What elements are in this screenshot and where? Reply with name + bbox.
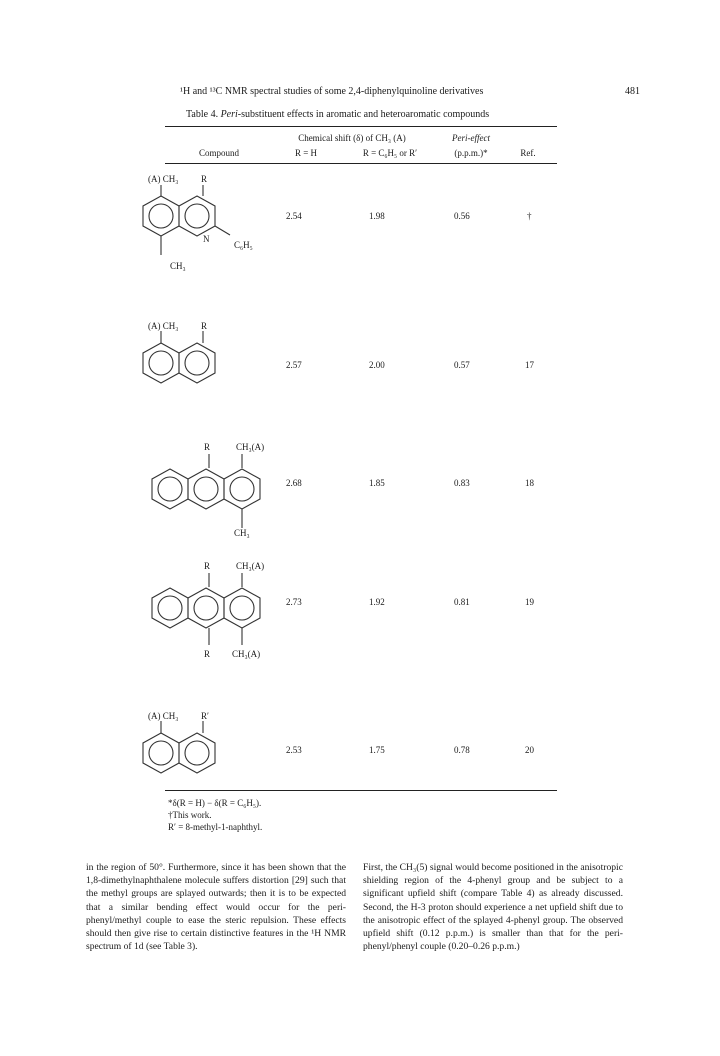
ref-value: 18 [525, 478, 534, 488]
anthracene-structure [150, 452, 280, 537]
label-ch3: CH₃ [234, 528, 250, 538]
shift-r-ph: 1.85 [369, 478, 385, 488]
caption-prefix: Table 4. [186, 109, 219, 120]
ref-value: 20 [525, 745, 534, 755]
table-top-rule [165, 126, 557, 127]
table-head-rule [165, 163, 557, 164]
label-r: R [201, 321, 208, 331]
naphthalene-r-prime-structure [140, 718, 240, 783]
footnote-dagger: †This work. [168, 810, 212, 820]
quinoline-structure [140, 180, 260, 270]
running-head: ¹H and ¹³C NMR spectral studies of some 2,4-diphenylquinoline derivatives [180, 86, 484, 97]
label-r: R [204, 649, 211, 659]
peri-effect-value: 0.83 [454, 478, 470, 488]
naphthalene-structure [140, 328, 240, 393]
header-peri-effect: Peri-effect [452, 133, 490, 143]
table-caption [186, 109, 489, 120]
label-r: R [204, 561, 211, 571]
label-c6h5: C₆H₅ [234, 240, 253, 250]
footnote-star: *δ(R = H) − δ(R = C₆H₅). [168, 798, 262, 808]
footnote-r-prime: R′ = 8-methyl-1-naphthyl. [168, 822, 263, 832]
peri-effect-value: 0.57 [454, 360, 470, 370]
header-r-ph: R = C₆H₅ or R′ [362, 148, 418, 158]
label-ch3-a: CH₃(A) [236, 561, 265, 571]
shift-r-h: 2.57 [286, 360, 302, 370]
label-a-ch3: (A) CH₃ [148, 174, 179, 184]
label-a-ch3: (A) CH₃ [148, 711, 179, 721]
shift-r-h: 2.73 [286, 597, 302, 607]
ref-value: † [527, 211, 532, 221]
label-r-prime: R′ [201, 711, 209, 721]
label-r: R [201, 174, 208, 184]
body-right-column: First, the CH₃(5) signal would become positioned in the anisotropic shielding region of the 4-phenyl group and be subject to a significant upfield shift (compare Table 4) as already discussed. Second, the H-3 proton should experience a net upfield shift due to the anisotropic effect of the splayed 4-phenyl group. The observed upfield shift (0.12 p.p.m.) is smaller than that for the peri-phenyl/phenyl couple (0.20–0.26 p.p.m.) [363, 862, 623, 953]
header-ref: Ref. [520, 148, 536, 158]
shift-r-h: 2.68 [286, 478, 302, 488]
caption-italic: Peri [220, 109, 238, 120]
table-bottom-rule [165, 790, 557, 791]
body-left-column: in the region of 50°. Furthermore, since it has been shown that the 1,8-dimethylnaphthalene molecule suffers distortion [29] such that the methyl groups are splayed outwards; then it is to be expected that a similar bending effect would occur for the peri-phenyl/methyl couple to ease the steric repulsion. These effects should then give rise to certain distinctive features in the ¹H NMR spectrum of 1d (see Table 3). [86, 862, 346, 953]
shift-r-ph: 2.00 [369, 360, 385, 370]
shift-r-ph: 1.75 [369, 745, 385, 755]
dimethylanthracene-structure [150, 571, 280, 656]
peri-effect-value: 0.78 [454, 745, 470, 755]
label-ch3-a: CH₃(A) [232, 649, 261, 659]
page-number: 481 [625, 86, 640, 97]
header-ppm: (p.p.m.)* [454, 148, 488, 158]
header-chemical-shift: Chemical shift (δ) of CH₃ (A) [298, 133, 406, 143]
header-r-h: R = H [294, 148, 318, 158]
shift-r-ph: 1.92 [369, 597, 385, 607]
peri-effect-value: 0.56 [454, 211, 470, 221]
header-compound: Compound [198, 148, 239, 158]
caption-rest: -substituent effects in aromatic and heteroaromatic compounds [237, 109, 490, 120]
label-a-ch3: (A) CH₃ [148, 321, 179, 331]
label-ch3: CH₃ [170, 261, 186, 271]
peri-effect-value: 0.81 [454, 597, 470, 607]
label-n: N [203, 234, 210, 244]
shift-r-h: 2.54 [286, 211, 302, 221]
label-ch3-a: CH₃(A) [236, 442, 265, 452]
ref-value: 19 [525, 597, 534, 607]
shift-r-h: 2.53 [286, 745, 302, 755]
shift-r-ph: 1.98 [369, 211, 385, 221]
label-r: R [204, 442, 211, 452]
ref-value: 17 [525, 360, 534, 370]
